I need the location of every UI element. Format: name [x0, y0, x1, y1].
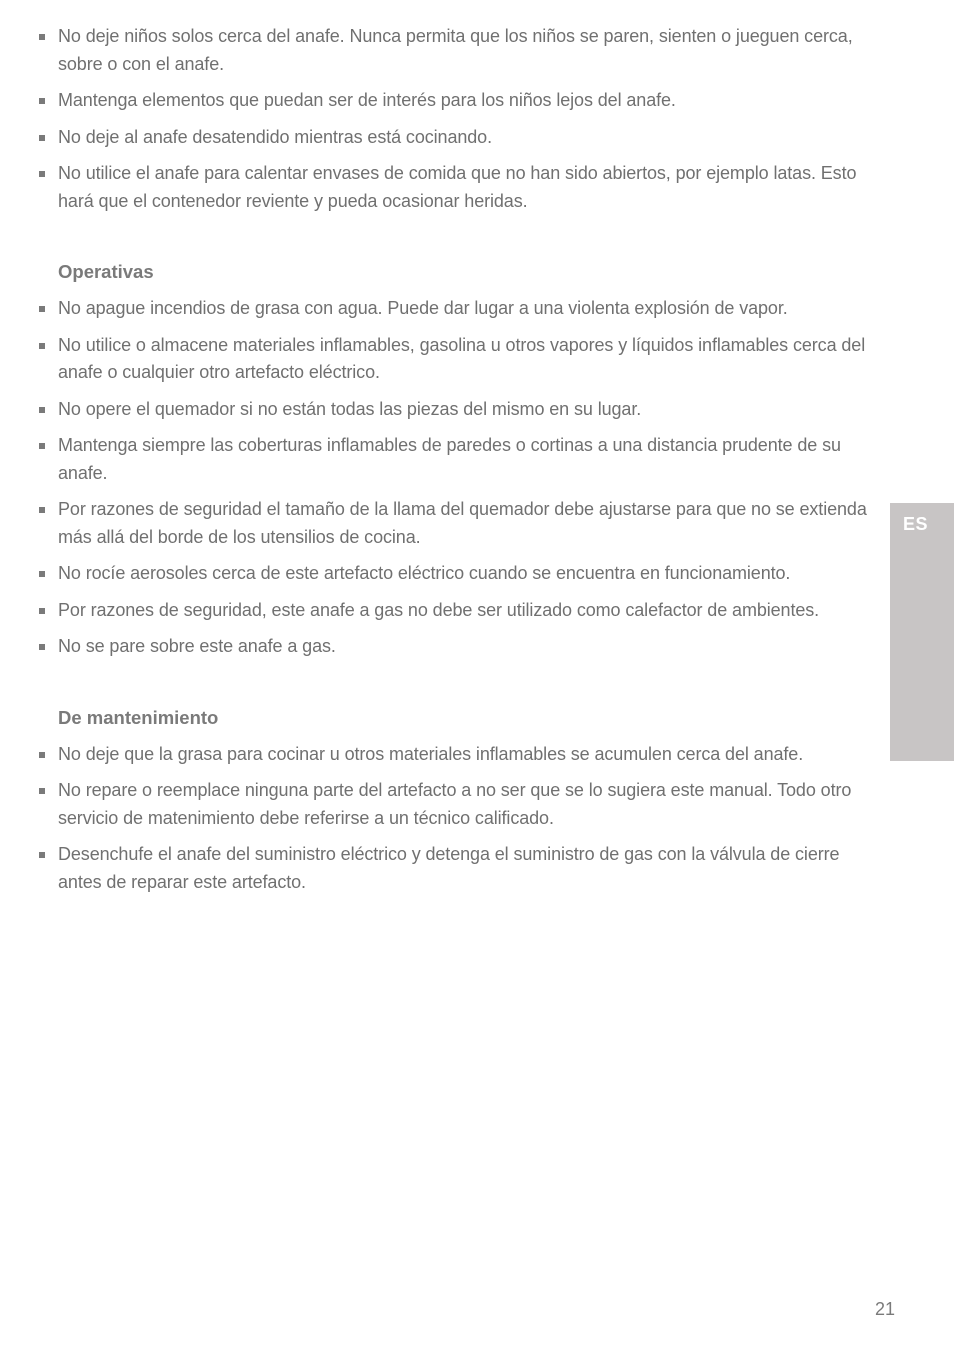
square-bullet-icon [39, 852, 45, 858]
list-item-text: No utilice el anafe para calentar envases de comida que no han sido abiertos, por ejemplo latas. Esto hará que el contenedor reviente y pueda ocasionar heridas. [58, 163, 857, 211]
list-item-text: Por razones de seguridad, este anafe a gas no debe ser utilizado como calefactor de ambientes. [58, 599, 820, 620]
list-item-text: Mantenga elementos que puedan ser de interés para los niños lejos del anafe. [58, 90, 676, 110]
list-item [36, 23, 876, 78]
square-bullet-icon [39, 135, 45, 141]
list-item [36, 396, 876, 424]
square-bullet-icon [39, 306, 45, 312]
list-item [36, 741, 876, 769]
list-item-text: No apague incendios de grasa con agua. Puede dar lugar a una violenta explosión de vapor. [58, 298, 788, 318]
list-item-text: Desenchufe el anafe del suministro eléctrico y detenga el suministro de gas con la válvula de cierre antes de reparar este artefacto. [58, 844, 840, 892]
list-item [36, 496, 876, 551]
mantenimiento-bullet-list [36, 741, 876, 897]
section-heading-operativas: Operativas [58, 261, 154, 282]
list-item-text: Mantenga siempre las coberturas inflamables de paredes o cortinas a una distancia prudente de su anafe. [58, 435, 841, 483]
list-item [36, 160, 876, 215]
list-item [36, 560, 876, 588]
intro-bullet-list [36, 23, 876, 215]
list-item [36, 295, 876, 323]
list-item-text: No utilice o almacene materiales inflamables, gasolina u otros vapores y líquidos inflamables cerca del anafe o cualquier otro artefacto eléctrico. [58, 334, 866, 382]
list-item-text: No deje que la grasa para cocinar u otros materiales inflamables se acumulen cerca del anafe. [58, 743, 804, 764]
list-item-text: No deje al anafe desatendido mientras está cocinando. [58, 126, 492, 147]
list-item-text: No se pare sobre este anafe a gas. [58, 636, 336, 656]
list-item [36, 841, 876, 896]
square-bullet-icon [39, 571, 45, 577]
list-item-text: Por razones de seguridad el tamaño de la llama del quemador debe ajustarse para que no se extienda más allá del borde de los utensilios de cocina. [58, 499, 867, 547]
list-item-text: No opere el quemador si no están todas las piezas del mismo en su lugar. [58, 398, 642, 419]
page-number: 21 [875, 1299, 896, 1319]
page-content [36, 23, 876, 905]
list-item [36, 87, 876, 115]
language-tab [890, 503, 954, 761]
operativas-bullet-list [36, 295, 876, 661]
square-bullet-icon [39, 343, 45, 349]
list-item-text: No repare o reemplace ninguna parte del artefacto a no ser que se lo sugiera este manual. Todo otro servicio de matenimiento debe referirse a un técnico calificado. [58, 780, 852, 828]
list-item [36, 332, 876, 387]
square-bullet-icon [39, 644, 45, 650]
section-heading-mantenimiento: De mantenimiento [58, 706, 219, 728]
list-item [36, 597, 876, 625]
square-bullet-icon [39, 407, 45, 413]
square-bullet-icon [39, 171, 45, 177]
list-item [36, 777, 876, 832]
square-bullet-icon [39, 34, 45, 40]
list-item-text: No rocíe aerosoles cerca de este artefacto eléctrico cuando se encuentra en funcionamiento. [58, 563, 791, 583]
square-bullet-icon [39, 788, 45, 794]
list-item [36, 124, 876, 152]
square-bullet-icon [39, 608, 45, 614]
language-tab-label: ES [903, 514, 929, 534]
square-bullet-icon [39, 443, 45, 449]
list-item-text: No deje niños solos cerca del anafe. Nunca permita que los niños se paren, sienten o jueguen cerca, sobre o con el anafe. [58, 26, 853, 74]
square-bullet-icon [39, 98, 45, 104]
square-bullet-icon [39, 752, 45, 758]
list-item [36, 633, 876, 661]
square-bullet-icon [39, 507, 45, 513]
list-item [36, 432, 876, 487]
